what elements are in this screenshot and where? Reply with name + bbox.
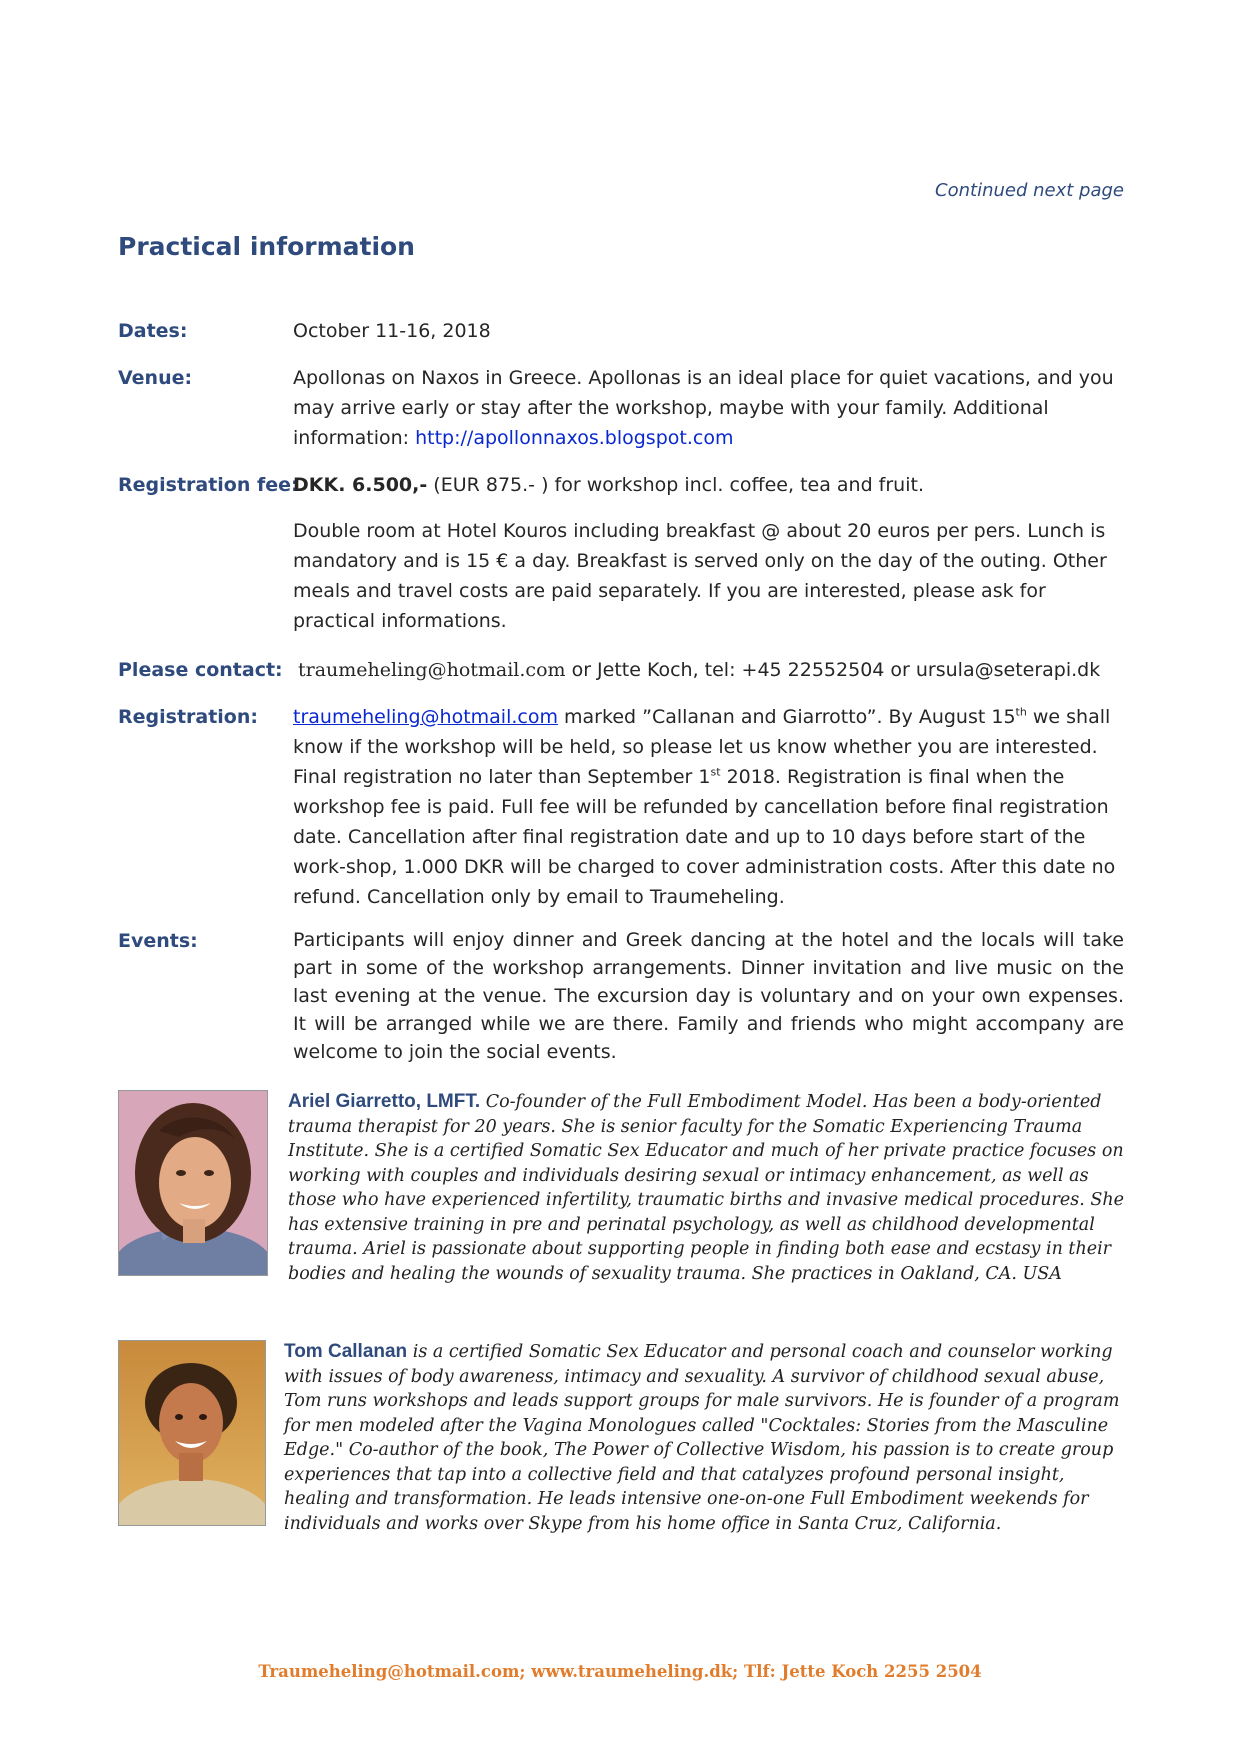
ariel-description: Co-founder of the Full Embodiment Model. Has been a body-oriented trauma therapist for 20 years. She is senior faculty for the Somatic Experiencing Trauma Institute. She is a certified Somatic Sex Educator and much of her private practice focuses on working with couples and individuals desiring sexual or intimacy enhancement, as well as those who have experienced infertility, traumatic births and invasive medical procedures. She has extensive training in pre and perinatal psychology, as well as childhood developmental trauma. Ariel is passionate about supporting people in finding both ease and ecstasy in their bodies and healing the wounds of sexuality trauma. She practices in Oakland, CA. USA [288, 1092, 1125, 1284]
dates-label: Dates: [118, 320, 188, 342]
contact-email[interactable]: traumeheling@hotmail.com [298, 659, 566, 681]
ariel-photo [118, 1090, 268, 1276]
registration-part2: we shall know if the workshop will be held, so please let us know whether you are interested. Final registration no later than September 1 [293, 706, 1111, 788]
registration-part1: marked ”Callanan and Giarrotto”. By August 15 [557, 706, 1016, 728]
fee-rest: (EUR 875.- ) for workshop incl. coffee, tea and fruit. [427, 474, 924, 496]
ariel-portrait-icon [119, 1091, 267, 1275]
tom-portrait-icon [119, 1341, 265, 1525]
registration-part3: 2018. Registration is final when the workshop fee is paid. Full fee will be refunded by cancellation before final registration date. Cancellation after final registration date and up to 10 days before start of the work-shop, 1.000 DKR will be charged to cover administration costs. After this date no refund. Cancellation only by email to Traumeheling. [293, 766, 1116, 908]
accommodation-text: Double room at Hotel Kouros including breakfast @ about 20 euros per pers. Lunch is mandatory and is 15 € a day. Breakfast is served only on the day of the outing. Other meals and travel costs are paid separately. If you are interested, please ask for practical informations. [293, 520, 1107, 632]
venue-link[interactable]: http://apollonnaxos.blogspot.com [415, 427, 734, 449]
registration-email-link[interactable]: traumeheling@hotmail.com [293, 706, 558, 728]
contact-label: Please contact: [118, 659, 283, 681]
page-footer: Traumeheling@hotmail.com; www.traumeheling.dk; Tlf: Jette Koch 2255 2504 [258, 1662, 982, 1681]
venue-value [293, 363, 1124, 453]
ariel-name: Ariel Giarretto, LMFT. [288, 1091, 481, 1112]
tom-photo [118, 1340, 266, 1526]
fee-amount: DKK. 6.500,- [293, 474, 428, 496]
ariel-bio-text [288, 1090, 1128, 1286]
registration-sup1: th [1015, 705, 1027, 719]
registration-value [293, 702, 1124, 912]
venue-label: Venue: [118, 367, 193, 389]
page-title: Practical information [118, 232, 415, 261]
registration-sup2: st [710, 765, 721, 779]
venue-text: Apollonas on Naxos in Greece. Apollonas is an ideal place for quiet vacations, and you may arrive early or stay after the workshop, maybe with your family. Additional information: [293, 367, 1114, 449]
events-value: Participants will enjoy dinner and Greek dancing at the hotel and the locals will take part in some of the workshop arrangements. Dinner invitation and live music on the last evening at the venue. The excursion day is voluntary and on your own expenses. It will be arranged while we are there. Family and friends who might accompany are welcome to join the social events. [293, 929, 1124, 1063]
fee-label: Registration fee: [118, 474, 299, 496]
tom-name: Tom Callanan [284, 1341, 408, 1362]
fee-value [293, 470, 1124, 500]
events-label: Events: [118, 930, 198, 952]
tom-bio-text [284, 1340, 1130, 1536]
tom-description: is a certified Somatic Sex Educator and personal coach and counselor working with issues of body awareness, intimacy and sexuality. A survivor of childhood sexual abuse, Tom runs workshops and leads support groups for male survivors. He is founder of a program for men modeled after the Vagina Monologues called "Cocktales: Stories from the Masculine Edge." Co-author of the book, The Power of Collective Wisdom, his passion is to create group experiences that tap into a collective field and that catalyzes profound personal insight, healing and transformation. He leads intensive one-on-one Full Embodiment weekends for individuals and works over Skype from his home office in Santa Cruz, California. [284, 1342, 1120, 1534]
contact-value [298, 655, 1129, 685]
contact-rest: or Jette Koch, tel: +45 22552504 or ursula@seterapi.dk [565, 659, 1101, 681]
registration-label: Registration: [118, 706, 258, 728]
continued-next-page: Continued next page [935, 180, 1124, 201]
dates-value: October 11-16, 2018 [293, 320, 491, 342]
